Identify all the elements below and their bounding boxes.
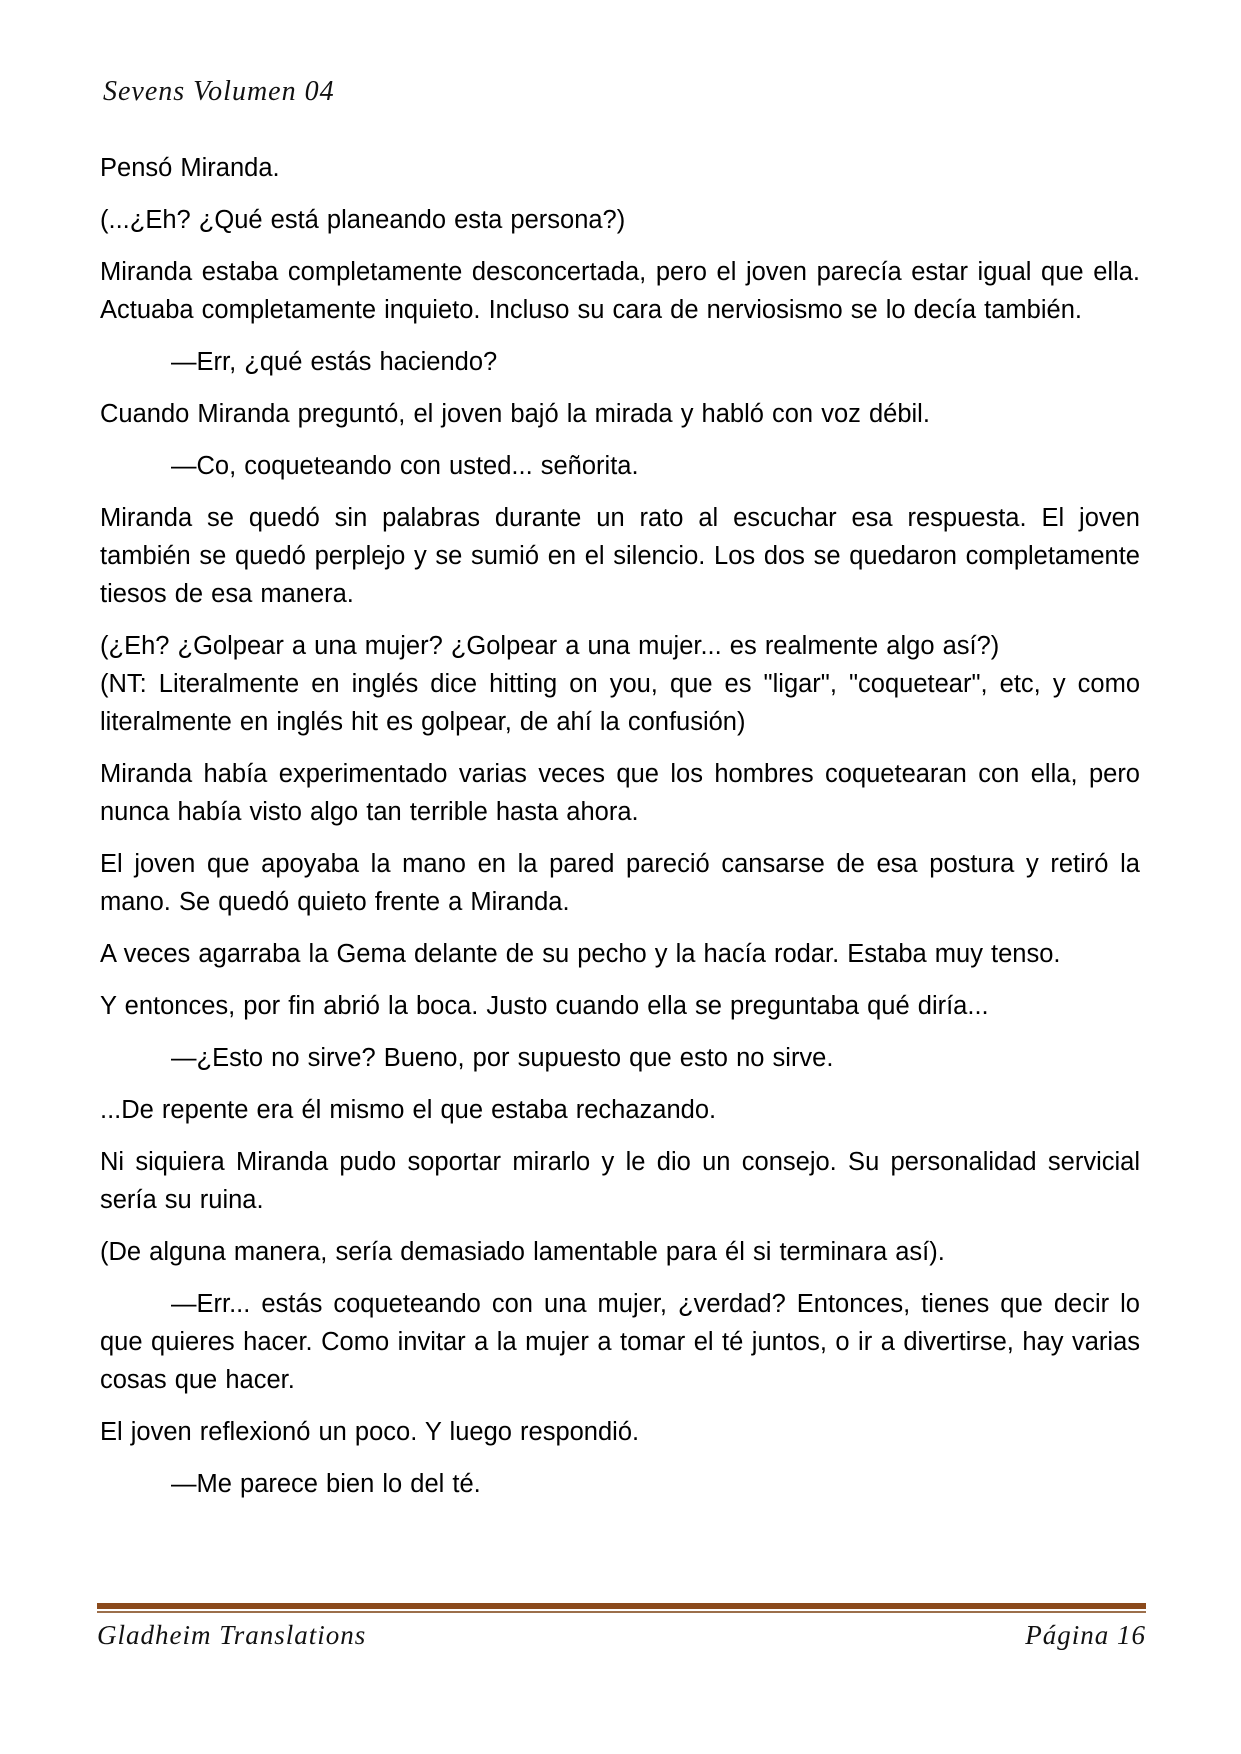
paragraph: Cuando Miranda preguntó, el joven bajó la mirada y habló con voz débil.	[100, 400, 930, 428]
dialogue-paragraph: —Me parece bien lo del té.	[171, 1470, 481, 1498]
paragraph: Y entonces, por fin abrió la boca. Justo cuando ella se preguntaba qué diría...	[100, 992, 989, 1020]
paragraph: (...¿Eh? ¿Qué está planeando esta persona?)	[100, 206, 626, 234]
paragraph: ...De repente era él mismo el que estaba rechazando.	[100, 1096, 717, 1124]
paragraph: (De alguna manera, sería demasiado lamentable para él si terminara así).	[100, 1238, 945, 1266]
footer-translator-credit: Gladheim Translations	[97, 1620, 367, 1650]
dialogue-paragraph: —Err, ¿qué estás haciendo?	[171, 348, 498, 376]
paragraph: El joven reflexionó un poco. Y luego respondió.	[100, 1418, 640, 1446]
page-header	[103, 76, 1140, 108]
page-footer	[97, 1603, 1146, 1651]
footer-page-number: Página 16	[1025, 1620, 1146, 1650]
paragraph: Miranda había experimentado varias veces que los hombres coquetearan con ella, pero nunca había visto algo tan terrible hasta ahora.	[100, 760, 1140, 826]
footer-rule-thin	[97, 1611, 1146, 1613]
dialogue-paragraph: —Co, coqueteando con usted... señorita.	[171, 452, 639, 480]
document-body	[100, 149, 1140, 1517]
paragraph: Pensó Miranda.	[100, 154, 280, 182]
paragraph: Ni siquiera Miranda pudo soportar mirarlo y le dio un consejo. Su personalidad servicial sería su ruina.	[100, 1148, 1140, 1214]
paragraph: Miranda estaba completamente desconcertada, pero el joven parecía estar igual que ella. Actuaba completamente inquieto. Incluso su cara de nerviosismo se lo decía también.	[100, 258, 1140, 324]
footer-text-row	[97, 1620, 1146, 1651]
dialogue-paragraph: —Err... estás coqueteando con una mujer, ¿verdad? Entonces, tienes que decir lo que quieres hacer. Como invitar a la mujer a tomar el té juntos, o ir a divertirse, hay varias cosas que hacer.	[100, 1290, 1140, 1394]
paragraph: (¿Eh? ¿Golpear a una mujer? ¿Golpear a una mujer... es realmente algo así?)	[100, 632, 1000, 660]
footer-rule-thick	[97, 1603, 1146, 1609]
paragraph: (NT: Literalmente en inglés dice hitting on you, que es "ligar", "coquetear", etc, y como literalmente en inglés hit es golpear, de ahí la confusión)	[100, 670, 1140, 736]
paragraph: A veces agarraba la Gema delante de su pecho y la hacía rodar. Estaba muy tenso.	[100, 940, 1061, 968]
header-title: Sevens Volumen 04	[103, 76, 335, 107]
paragraph: El joven que apoyaba la mano en la pared pareció cansarse de esa postura y retiró la mano. Se quedó quieto frente a Miranda.	[100, 850, 1140, 916]
paragraph: Miranda se quedó sin palabras durante un rato al escuchar esa respuesta. El joven también se quedó perplejo y se sumió en el silencio. Los dos se quedaron completamente tiesos de esa manera.	[100, 504, 1140, 608]
dialogue-paragraph: —¿Esto no sirve? Bueno, por supuesto que esto no sirve.	[171, 1044, 834, 1072]
